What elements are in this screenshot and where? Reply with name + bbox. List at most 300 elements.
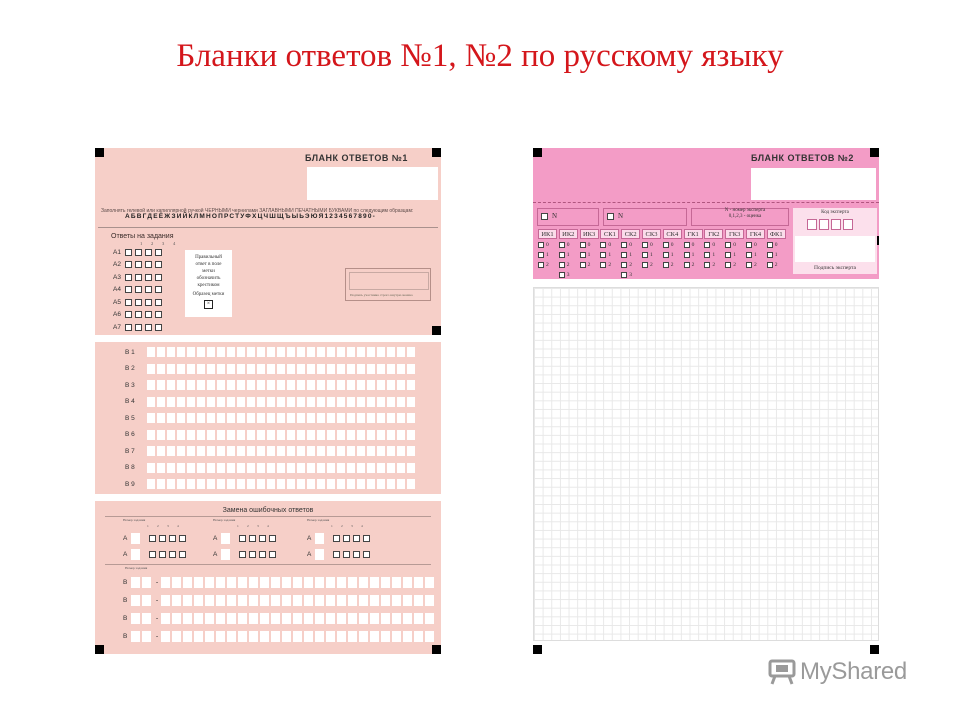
letter-cell[interactable] — [216, 613, 225, 624]
letter-cell[interactable] — [217, 446, 225, 456]
letter-cell[interactable] — [397, 446, 405, 456]
score-checkbox[interactable] — [580, 262, 586, 268]
letter-cell[interactable] — [167, 430, 175, 440]
task-number-cell[interactable] — [131, 549, 140, 560]
answer-checkbox[interactable] — [135, 286, 142, 293]
letter-cell[interactable] — [247, 347, 255, 357]
form2-code-field[interactable] — [751, 168, 876, 200]
letter-cell[interactable] — [247, 446, 255, 456]
score-checkbox[interactable] — [746, 262, 752, 268]
letter-cell[interactable] — [347, 364, 355, 374]
letter-cell[interactable] — [183, 631, 192, 642]
letter-cell[interactable] — [392, 631, 401, 642]
letter-cell[interactable] — [377, 479, 385, 489]
letter-cell[interactable] — [207, 347, 215, 357]
letter-cell[interactable] — [407, 364, 415, 374]
answer-checkbox[interactable] — [135, 324, 142, 331]
letter-cell[interactable] — [337, 595, 346, 606]
score-checkbox[interactable] — [621, 252, 627, 258]
score-checkbox[interactable] — [767, 252, 773, 258]
letter-cell[interactable] — [377, 364, 385, 374]
letter-cell[interactable] — [216, 577, 225, 588]
task-number-cell[interactable] — [221, 533, 230, 544]
expert-code-cell[interactable] — [831, 219, 841, 230]
letter-cell[interactable] — [414, 631, 423, 642]
letter-cell[interactable] — [207, 364, 215, 374]
score-option[interactable] — [600, 240, 619, 249]
letter-cell[interactable] — [257, 446, 265, 456]
letter-cell[interactable] — [307, 479, 315, 489]
score-option[interactable] — [621, 240, 640, 249]
letter-cell[interactable] — [377, 413, 385, 423]
letter-cell[interactable] — [147, 463, 155, 473]
letter-cell[interactable] — [207, 380, 215, 390]
letter-cell[interactable] — [216, 595, 225, 606]
letter-cell[interactable] — [277, 479, 285, 489]
score-checkbox[interactable] — [663, 252, 669, 258]
answer-checkbox[interactable] — [239, 535, 246, 542]
letter-cell[interactable] — [187, 430, 195, 440]
letter-cell[interactable] — [392, 577, 401, 588]
letter-cell[interactable] — [377, 463, 385, 473]
letter-cell[interactable] — [387, 347, 395, 357]
answer-checkbox[interactable] — [145, 324, 152, 331]
letter-cell[interactable] — [307, 364, 315, 374]
letter-cell[interactable] — [205, 631, 214, 642]
letter-cell[interactable] — [161, 595, 170, 606]
letter-cell[interactable] — [282, 577, 291, 588]
answer-checkbox[interactable] — [169, 535, 176, 542]
answer-checkbox[interactable] — [179, 551, 186, 558]
letter-cell[interactable] — [177, 446, 185, 456]
letter-cell[interactable] — [183, 577, 192, 588]
letter-cell[interactable] — [247, 479, 255, 489]
letter-cell[interactable] — [327, 413, 335, 423]
task-number-cell[interactable] — [142, 595, 151, 606]
letter-cell[interactable] — [387, 380, 395, 390]
answer-checkbox[interactable] — [125, 324, 132, 331]
letter-cell[interactable] — [357, 463, 365, 473]
letter-cell[interactable] — [217, 397, 225, 407]
letter-cell[interactable] — [260, 595, 269, 606]
score-option[interactable] — [559, 250, 578, 259]
letter-cell[interactable] — [249, 631, 258, 642]
letter-cell[interactable] — [167, 380, 175, 390]
score-checkbox[interactable] — [684, 242, 690, 248]
score-option[interactable] — [663, 240, 682, 249]
letter-cell[interactable] — [392, 613, 401, 624]
letter-cell[interactable] — [257, 380, 265, 390]
letter-cell[interactable] — [216, 631, 225, 642]
n-checkbox[interactable] — [607, 213, 614, 220]
letter-cell[interactable] — [367, 397, 375, 407]
letter-cell[interactable] — [187, 446, 195, 456]
letter-cell[interactable] — [227, 577, 236, 588]
letter-cell[interactable] — [387, 479, 395, 489]
letter-cell[interactable] — [238, 631, 247, 642]
letter-cell[interactable] — [403, 595, 412, 606]
letter-cell[interactable] — [207, 430, 215, 440]
letter-cell[interactable] — [347, 413, 355, 423]
letter-cell[interactable] — [205, 577, 214, 588]
answer-checkbox[interactable] — [125, 274, 132, 281]
letter-cell[interactable] — [177, 347, 185, 357]
letter-cell[interactable] — [147, 479, 155, 489]
letter-cell[interactable] — [337, 347, 345, 357]
letter-cell[interactable] — [414, 577, 423, 588]
letter-cell[interactable] — [177, 413, 185, 423]
letter-cell[interactable] — [157, 479, 165, 489]
letter-cell[interactable] — [407, 380, 415, 390]
letter-cell[interactable] — [377, 380, 385, 390]
letter-cell[interactable] — [392, 595, 401, 606]
letter-cell[interactable] — [370, 631, 379, 642]
answer-checkbox[interactable] — [135, 249, 142, 256]
letter-cell[interactable] — [249, 613, 258, 624]
task-number-cell[interactable] — [315, 549, 324, 560]
letter-cell[interactable] — [157, 364, 165, 374]
letter-cell[interactable] — [194, 595, 203, 606]
letter-cell[interactable] — [347, 446, 355, 456]
answer-checkbox[interactable] — [125, 299, 132, 306]
score-option[interactable] — [663, 260, 682, 269]
letter-cell[interactable] — [167, 397, 175, 407]
score-option[interactable] — [580, 240, 599, 249]
letter-cell[interactable] — [337, 631, 346, 642]
letter-cell[interactable] — [197, 413, 205, 423]
letter-cell[interactable] — [172, 631, 181, 642]
letter-cell[interactable] — [348, 577, 357, 588]
letter-cell[interactable] — [287, 364, 295, 374]
letter-cell[interactable] — [207, 446, 215, 456]
letter-cell[interactable] — [197, 347, 205, 357]
letter-cell[interactable] — [297, 430, 305, 440]
task-number-cell[interactable] — [221, 549, 230, 560]
letter-cell[interactable] — [367, 364, 375, 374]
letter-cell[interactable] — [407, 479, 415, 489]
letter-cell[interactable] — [147, 413, 155, 423]
letter-cell[interactable] — [207, 397, 215, 407]
letter-cell[interactable] — [337, 479, 345, 489]
letter-cell[interactable] — [381, 631, 390, 642]
letter-cell[interactable] — [227, 380, 235, 390]
expert-code-cell[interactable] — [807, 219, 817, 230]
letter-cell[interactable] — [217, 347, 225, 357]
letter-cell[interactable] — [227, 595, 236, 606]
letter-cell[interactable] — [277, 380, 285, 390]
letter-cell[interactable] — [267, 413, 275, 423]
letter-cell[interactable] — [377, 397, 385, 407]
score-option[interactable] — [704, 250, 723, 259]
letter-cell[interactable] — [167, 479, 175, 489]
answer-checkbox[interactable] — [269, 535, 276, 542]
letter-cell[interactable] — [304, 595, 313, 606]
score-option[interactable] — [684, 260, 703, 269]
letter-cell[interactable] — [359, 613, 368, 624]
answer-checkbox[interactable] — [135, 261, 142, 268]
letter-cell[interactable] — [167, 364, 175, 374]
letter-cell[interactable] — [238, 613, 247, 624]
letter-cell[interactable] — [157, 380, 165, 390]
letter-cell[interactable] — [317, 463, 325, 473]
letter-cell[interactable] — [267, 397, 275, 407]
letter-cell[interactable] — [425, 613, 434, 624]
letter-cell[interactable] — [187, 463, 195, 473]
letter-cell[interactable] — [357, 430, 365, 440]
answer-checkbox[interactable] — [125, 261, 132, 268]
letter-cell[interactable] — [177, 430, 185, 440]
answer-checkbox[interactable] — [145, 249, 152, 256]
answer-checkbox[interactable] — [145, 299, 152, 306]
letter-cell[interactable] — [172, 595, 181, 606]
letter-cell[interactable] — [315, 577, 324, 588]
letter-cell[interactable] — [326, 595, 335, 606]
score-option[interactable] — [767, 260, 786, 269]
letter-cell[interactable] — [317, 413, 325, 423]
letter-cell[interactable] — [217, 380, 225, 390]
letter-cell[interactable] — [172, 577, 181, 588]
score-option[interactable] — [725, 240, 744, 249]
letter-cell[interactable] — [238, 595, 247, 606]
letter-cell[interactable] — [147, 446, 155, 456]
answer-checkbox[interactable] — [249, 535, 256, 542]
signature-field[interactable] — [349, 272, 429, 290]
letter-cell[interactable] — [287, 430, 295, 440]
letter-cell[interactable] — [381, 577, 390, 588]
expert-signature-field[interactable] — [795, 236, 875, 262]
letter-cell[interactable] — [425, 631, 434, 642]
letter-cell[interactable] — [367, 347, 375, 357]
letter-cell[interactable] — [397, 413, 405, 423]
letter-cell[interactable] — [377, 347, 385, 357]
answer-checkbox[interactable] — [145, 261, 152, 268]
letter-cell[interactable] — [267, 380, 275, 390]
score-option[interactable] — [746, 260, 765, 269]
letter-cell[interactable] — [337, 613, 346, 624]
score-checkbox[interactable] — [642, 252, 648, 258]
answer-checkbox[interactable] — [259, 535, 266, 542]
score-checkbox[interactable] — [663, 262, 669, 268]
letter-cell[interactable] — [307, 430, 315, 440]
answer-checkbox[interactable] — [145, 286, 152, 293]
letter-cell[interactable] — [177, 479, 185, 489]
letter-cell[interactable] — [282, 613, 291, 624]
letter-cell[interactable] — [282, 595, 291, 606]
letter-cell[interactable] — [260, 631, 269, 642]
letter-cell[interactable] — [247, 397, 255, 407]
answer-checkbox[interactable] — [169, 551, 176, 558]
letter-cell[interactable] — [227, 446, 235, 456]
letter-cell[interactable] — [260, 613, 269, 624]
letter-cell[interactable] — [287, 446, 295, 456]
letter-cell[interactable] — [307, 413, 315, 423]
answer-checkbox[interactable] — [179, 535, 186, 542]
letter-cell[interactable] — [161, 577, 170, 588]
letter-cell[interactable] — [257, 479, 265, 489]
letter-cell[interactable] — [237, 397, 245, 407]
letter-cell[interactable] — [237, 364, 245, 374]
score-checkbox[interactable] — [704, 252, 710, 258]
score-checkbox[interactable] — [767, 242, 773, 248]
letter-cell[interactable] — [387, 364, 395, 374]
score-checkbox[interactable] — [704, 262, 710, 268]
task-number-cell[interactable] — [131, 533, 140, 544]
letter-cell[interactable] — [187, 347, 195, 357]
letter-cell[interactable] — [407, 413, 415, 423]
score-option[interactable] — [538, 240, 557, 249]
letter-cell[interactable] — [237, 380, 245, 390]
letter-cell[interactable] — [167, 463, 175, 473]
letter-cell[interactable] — [197, 397, 205, 407]
letter-cell[interactable] — [271, 577, 280, 588]
letter-cell[interactable] — [297, 413, 305, 423]
letter-cell[interactable] — [217, 413, 225, 423]
score-checkbox[interactable] — [725, 252, 731, 258]
letter-cell[interactable] — [157, 347, 165, 357]
letter-cell[interactable] — [317, 479, 325, 489]
letter-cell[interactable] — [357, 380, 365, 390]
letter-cell[interactable] — [267, 430, 275, 440]
letter-cell[interactable] — [347, 347, 355, 357]
letter-cell[interactable] — [307, 463, 315, 473]
letter-cell[interactable] — [425, 595, 434, 606]
letter-cell[interactable] — [197, 364, 205, 374]
letter-cell[interactable] — [293, 595, 302, 606]
score-option[interactable] — [538, 250, 557, 259]
n-field-1[interactable] — [541, 212, 557, 220]
answer-checkbox[interactable] — [155, 249, 162, 256]
task-number-cell[interactable] — [131, 613, 140, 624]
score-checkbox[interactable] — [642, 242, 648, 248]
answer-checkbox[interactable] — [155, 261, 162, 268]
letter-cell[interactable] — [282, 631, 291, 642]
score-option[interactable] — [621, 270, 640, 279]
score-option[interactable] — [663, 250, 682, 259]
letter-cell[interactable] — [227, 347, 235, 357]
letter-cell[interactable] — [267, 479, 275, 489]
letter-cell[interactable] — [367, 380, 375, 390]
letter-cell[interactable] — [317, 430, 325, 440]
letter-cell[interactable] — [397, 430, 405, 440]
score-option[interactable] — [580, 250, 599, 259]
letter-cell[interactable] — [227, 479, 235, 489]
letter-cell[interactable] — [407, 463, 415, 473]
letter-cell[interactable] — [177, 380, 185, 390]
letter-cell[interactable] — [397, 463, 405, 473]
score-checkbox[interactable] — [746, 252, 752, 258]
answer-checkbox[interactable] — [239, 551, 246, 558]
letter-cell[interactable] — [307, 380, 315, 390]
letter-cell[interactable] — [277, 430, 285, 440]
letter-cell[interactable] — [377, 446, 385, 456]
letter-cell[interactable] — [407, 446, 415, 456]
letter-cell[interactable] — [177, 463, 185, 473]
answer-checkbox[interactable] — [135, 299, 142, 306]
score-checkbox[interactable] — [538, 242, 544, 248]
letter-cell[interactable] — [267, 364, 275, 374]
letter-cell[interactable] — [337, 463, 345, 473]
letter-cell[interactable] — [157, 413, 165, 423]
answer-checkbox[interactable] — [249, 551, 256, 558]
letter-cell[interactable] — [293, 577, 302, 588]
letter-cell[interactable] — [167, 446, 175, 456]
letter-cell[interactable] — [267, 446, 275, 456]
letter-cell[interactable] — [315, 595, 324, 606]
letter-cell[interactable] — [357, 446, 365, 456]
letter-cell[interactable] — [167, 413, 175, 423]
answer-checkbox[interactable] — [353, 551, 360, 558]
letter-cell[interactable] — [304, 613, 313, 624]
score-option[interactable] — [600, 260, 619, 269]
letter-cell[interactable] — [297, 446, 305, 456]
letter-cell[interactable] — [370, 613, 379, 624]
score-checkbox[interactable] — [704, 242, 710, 248]
letter-cell[interactable] — [337, 380, 345, 390]
letter-cell[interactable] — [247, 430, 255, 440]
letter-cell[interactable] — [183, 613, 192, 624]
letter-cell[interactable] — [337, 364, 345, 374]
letter-cell[interactable] — [277, 347, 285, 357]
letter-cell[interactable] — [177, 397, 185, 407]
score-checkbox[interactable] — [600, 242, 606, 248]
answer-checkbox[interactable] — [333, 551, 340, 558]
letter-cell[interactable] — [197, 446, 205, 456]
score-checkbox[interactable] — [580, 252, 586, 258]
letter-cell[interactable] — [197, 463, 205, 473]
answer-checkbox[interactable] — [269, 551, 276, 558]
score-option[interactable] — [767, 250, 786, 259]
letter-cell[interactable] — [277, 446, 285, 456]
letter-cell[interactable] — [357, 397, 365, 407]
score-option[interactable] — [559, 270, 578, 279]
task-number-cell[interactable] — [131, 631, 140, 642]
letter-cell[interactable] — [407, 397, 415, 407]
answer-checkbox[interactable] — [363, 535, 370, 542]
letter-cell[interactable] — [167, 347, 175, 357]
letter-cell[interactable] — [147, 347, 155, 357]
task-number-cell[interactable] — [131, 577, 140, 588]
letter-cell[interactable] — [194, 631, 203, 642]
letter-cell[interactable] — [377, 430, 385, 440]
letter-cell[interactable] — [217, 463, 225, 473]
letter-cell[interactable] — [367, 430, 375, 440]
task-number-cell[interactable] — [142, 613, 151, 624]
letter-cell[interactable] — [407, 347, 415, 357]
letter-cell[interactable] — [197, 430, 205, 440]
letter-cell[interactable] — [297, 364, 305, 374]
letter-cell[interactable] — [387, 446, 395, 456]
letter-cell[interactable] — [287, 397, 295, 407]
letter-cell[interactable] — [257, 347, 265, 357]
score-checkbox[interactable] — [621, 242, 627, 248]
letter-cell[interactable] — [257, 413, 265, 423]
letter-cell[interactable] — [207, 413, 215, 423]
letter-cell[interactable] — [304, 631, 313, 642]
letter-cell[interactable] — [147, 364, 155, 374]
letter-cell[interactable] — [237, 413, 245, 423]
answer-checkbox[interactable] — [125, 249, 132, 256]
score-checkbox[interactable] — [559, 272, 565, 278]
letter-cell[interactable] — [414, 613, 423, 624]
answer-checkbox[interactable] — [145, 311, 152, 318]
letter-cell[interactable] — [227, 613, 236, 624]
score-option[interactable] — [704, 260, 723, 269]
score-option[interactable] — [642, 250, 661, 259]
answer-checkbox[interactable] — [259, 551, 266, 558]
answer-checkbox[interactable] — [159, 535, 166, 542]
letter-cell[interactable] — [381, 613, 390, 624]
letter-cell[interactable] — [187, 364, 195, 374]
